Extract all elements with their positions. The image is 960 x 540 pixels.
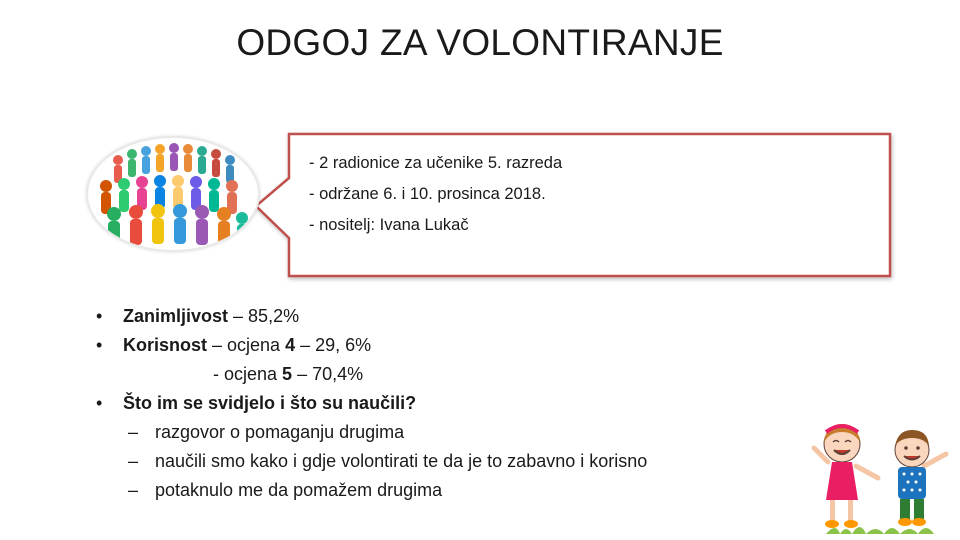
feedback-question: Što im se svidjelo i što su naučili?	[123, 393, 417, 413]
dash: –	[128, 422, 139, 442]
slide-title: ODGOJ ZA VOLONTIRANJE	[236, 22, 724, 63]
interest-value: – 85,2%	[228, 306, 300, 326]
answer-item	[96, 476, 647, 505]
result-usefulness-grade5	[96, 360, 647, 389]
grade-5-prefix: - ocjena	[213, 364, 283, 384]
crowd-illustration	[86, 136, 260, 252]
bullet: •	[96, 393, 103, 413]
kids-illustration	[806, 418, 956, 536]
grade-4: 4	[285, 335, 296, 355]
dash: –	[128, 451, 139, 471]
answer-text: razgovor o pomaganju drugima	[155, 422, 405, 442]
result-feedback-question	[96, 389, 647, 418]
result-interest	[96, 302, 647, 331]
usefulness-text: – ocjena	[207, 335, 286, 355]
answer-text: potaknulo me da pomažem drugima	[155, 480, 443, 500]
info-line-workshops: - 2 radionice za učenike 5. razreda	[309, 154, 563, 172]
dash: –	[128, 480, 139, 500]
answer-text: naučili smo kako i gdje volontirati te da je to zabavno i korisno	[155, 451, 648, 471]
grade-5-value: – 70,4%	[292, 364, 364, 384]
workshop-info	[309, 148, 562, 241]
result-usefulness	[96, 331, 647, 360]
grade-5: 5	[282, 364, 293, 384]
survey-results	[96, 302, 647, 505]
usefulness-label: Korisnost	[123, 335, 208, 355]
interest-label: Zanimljivost	[123, 306, 229, 326]
answer-item	[96, 418, 647, 447]
bullet: •	[96, 335, 103, 355]
info-line-lead: - nositelj: Ivana Lukač	[309, 216, 469, 234]
grade-4-value: – 29, 6%	[295, 335, 372, 355]
boy-figure	[895, 430, 946, 526]
answer-item	[96, 447, 647, 476]
girl-figure	[814, 424, 878, 528]
info-line-dates: - održane 6. i 10. prosinca 2018.	[309, 185, 546, 203]
bullet: •	[96, 306, 103, 326]
